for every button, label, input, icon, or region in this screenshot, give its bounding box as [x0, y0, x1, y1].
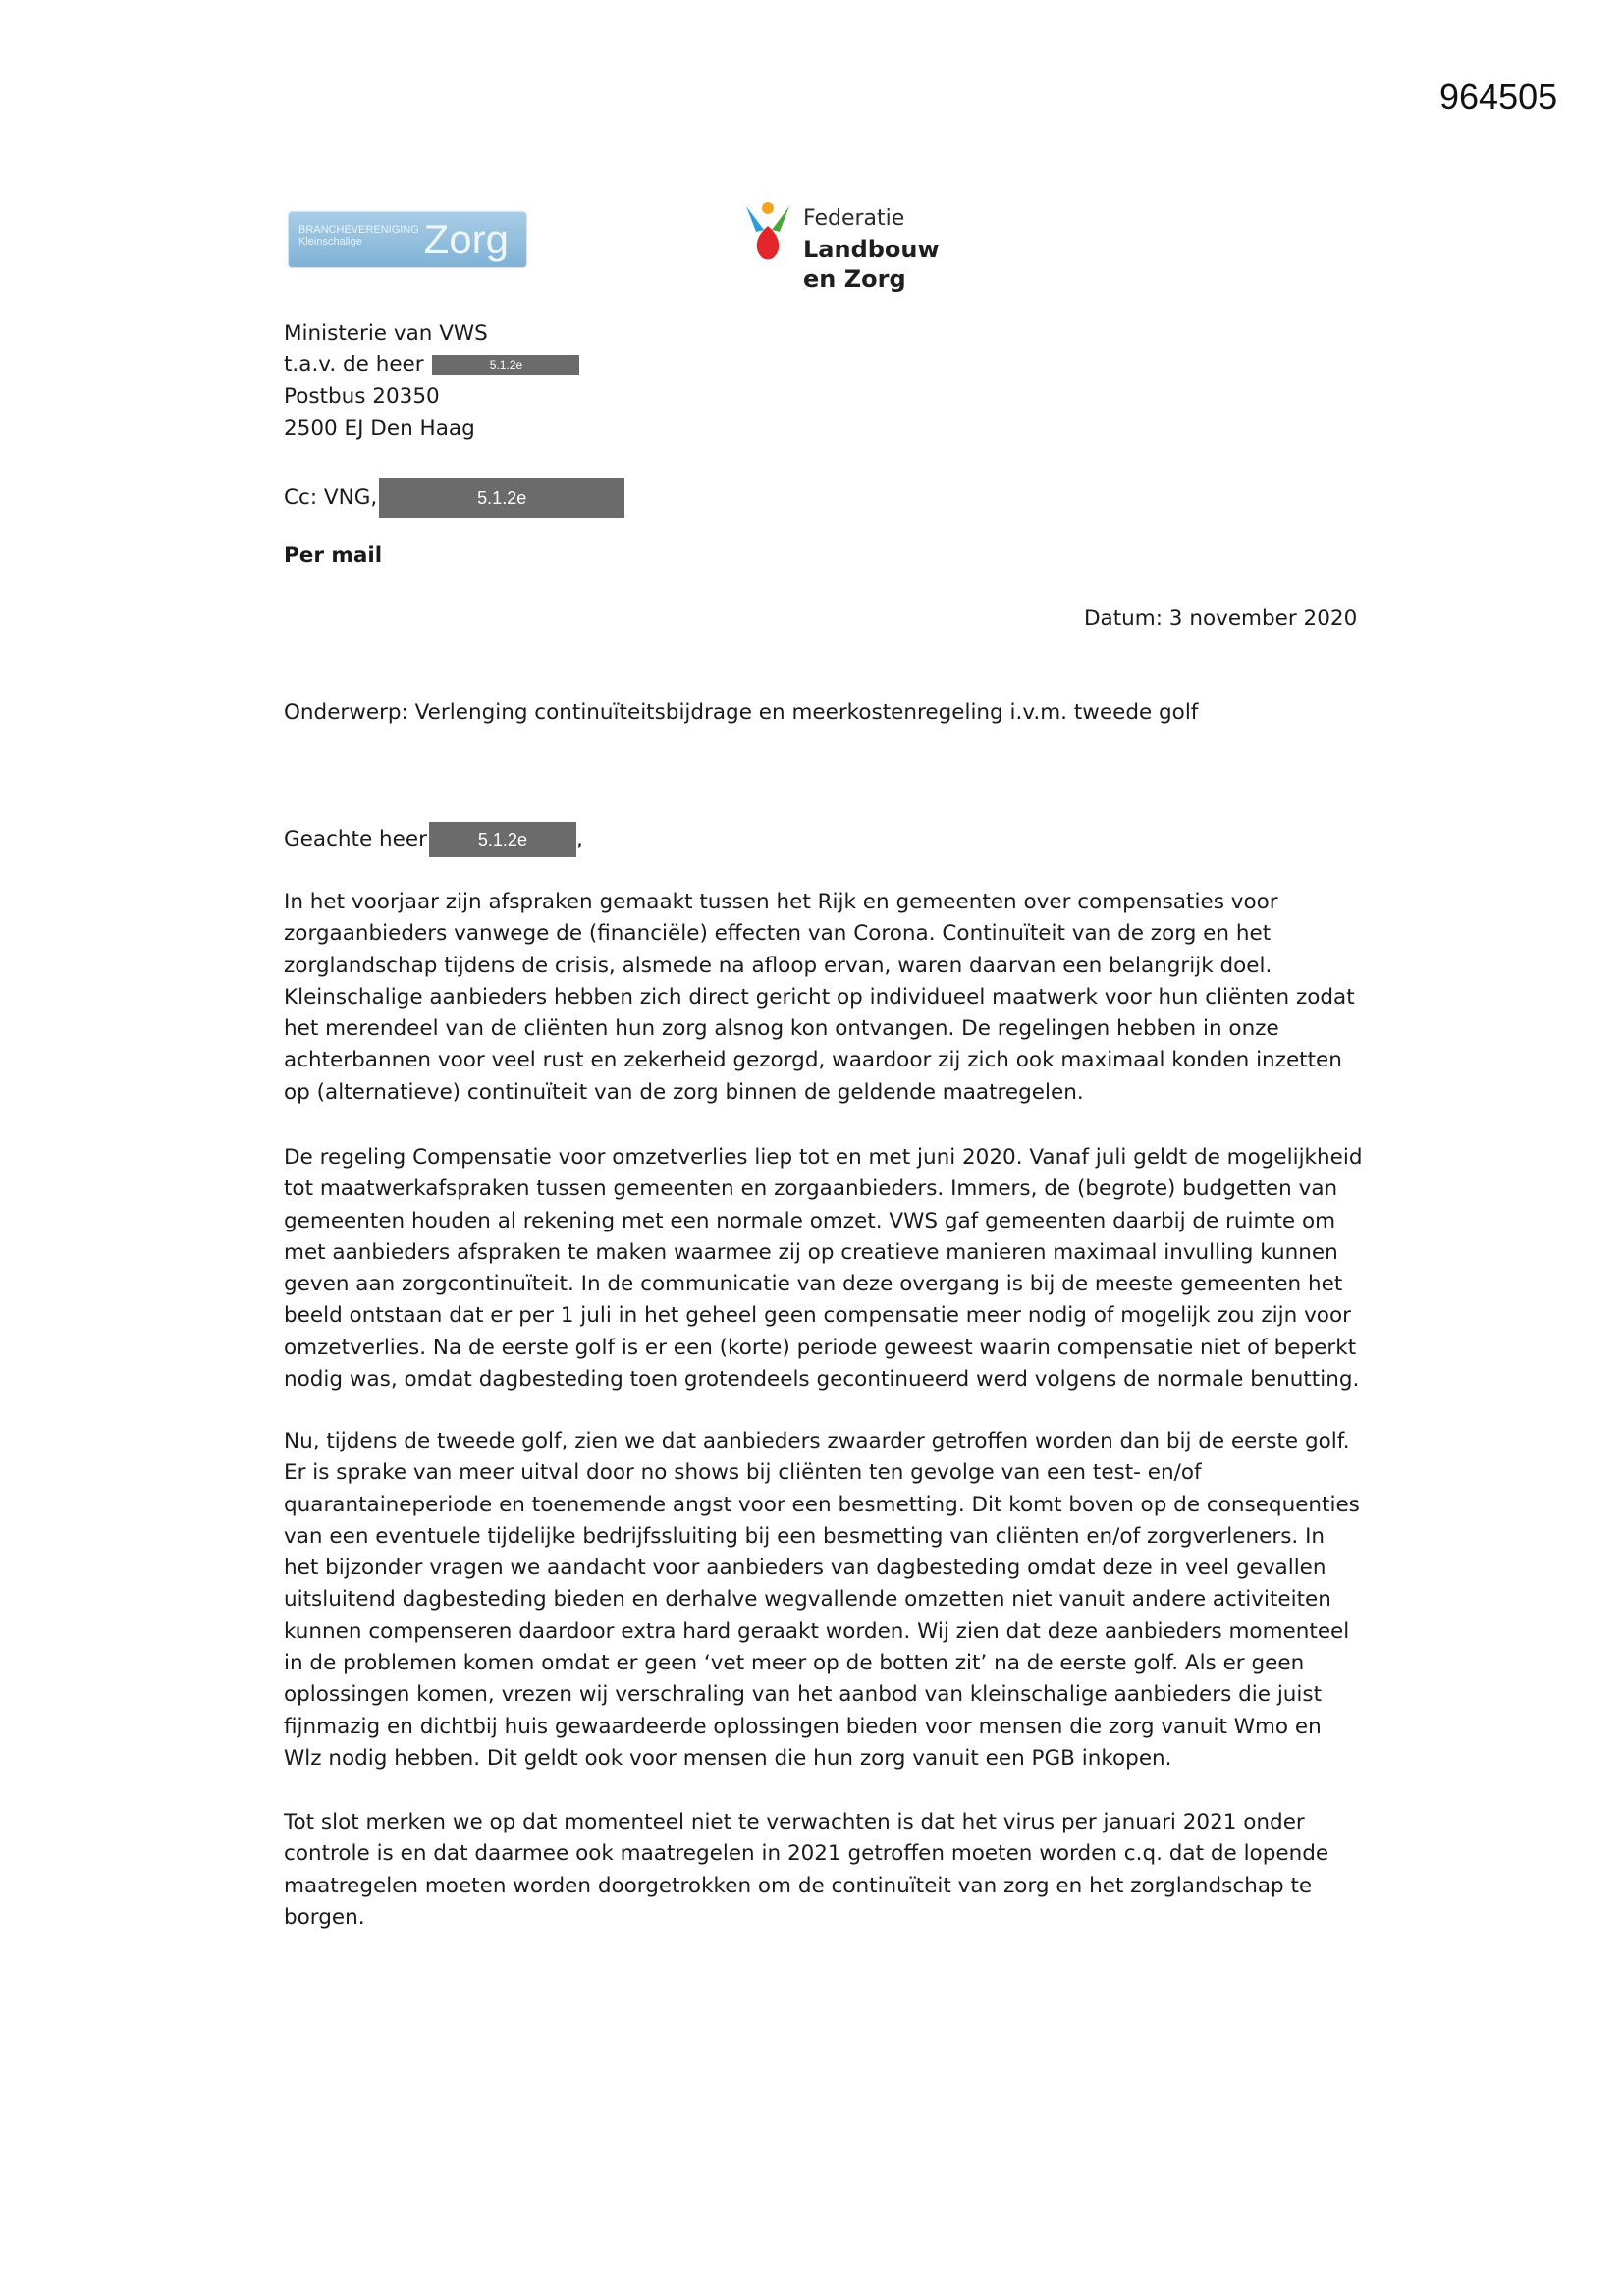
paragraph-3: Nu, tijdens de tweede golf, zien we dat aanbieders zwaarder getroffen worden dan bij de eerste golf. Er is sprake van meer uitval door no shows bij cliënten ten gevolge van een test- en/of quarantaineperiode en toenemende angst voor een besmetting. Dit komt boven op de consequenties van een eventuele tijdelijke bedrijfssluiting bij een besmetting van cliënten en/of zorgverleners. In het bijzonder vragen we aandacht voor aanbieders van dagbesteding omdat deze in veel gevallen uitsluitend dagbesteding bieden en derhalve wegvallende omzetten niet vanuit andere activiteiten kunnen compenseren daardoor extra hard geraakt worden. Wij zien dat deze aanbieders momenteel in de problemen komen omdat er geen ‘vet meer op de botten zit’ na de eerste golf. Als er geen oplossingen komen, vrezen wij verschraling van het aanbod van kleinschalige aanbieders die juist fijnmazig en dichtbij huis gewaardeerde oplossingen bieden voor mensen die zorg vanuit Wmo en Wlz nodig hebben. Dit geldt ook voor mensen die hun zorg vanuit een PGB inkopen. [284, 1429, 1360, 1771]
branchevereniging-logo [289, 212, 526, 267]
federatie-logo [742, 196, 958, 299]
per-mail: Per mail [284, 543, 383, 568]
address-line2 [284, 350, 579, 381]
salutation-prefix: Geachte heer [284, 827, 427, 851]
cc-line [284, 478, 624, 518]
redaction-box: 5.1.2e [379, 478, 624, 518]
address-line3: Postbus 20350 [284, 384, 440, 409]
address-line4: 2500 EJ Den Haag [284, 416, 475, 441]
address-line2-text: t.a.v. de heer [284, 353, 424, 377]
cc-label: Cc: VNG, [284, 485, 378, 510]
salutation-suffix: , [575, 827, 583, 851]
salutation [284, 822, 583, 857]
logo-small-text [298, 224, 419, 247]
address-line1: Ministerie van VWS [284, 321, 488, 346]
document-id: 964505 [1439, 77, 1558, 117]
paragraph-1: In het voorjaar zijn afspraken gemaakt tussen het Rijk en gemeenten over compensaties voor zorgaanbieders vanwege de (financiële) effecten van Corona. Continuïteit van de zorg en het zorglandschap tijdens de crisis, alsmede na afloop ervan, waren daarvan een belangrijk doel. Kleinschalige aanbieders hebben zich direct gericht op individueel maatwerk voor hun cliënten zodat het merendeel van de cliënten hun zorg alsnog kon ontvangen. De regelingen hebben in onze achterbannen voor veel rust en zekerheid gezorgd, waardoor zij zich ook maximaal konden inzetten op (alternatieve) continuïteit van de zorg binnen de geldende maatregelen. [284, 890, 1355, 1105]
flower-person-icon [742, 200, 793, 263]
redaction-box: 5.1.2e [432, 355, 579, 375]
letter-date: Datum: 3 november 2020 [1084, 606, 1358, 630]
logo-small-line1: BRANCHEVERENIGING [298, 224, 419, 236]
logo-line3: en Zorg [803, 265, 906, 293]
letter-subject: Onderwerp: Verlenging continuïteitsbijdrage en meerkostenregeling i.v.m. tweede golf [284, 700, 1199, 725]
redaction-box: 5.1.2e [429, 822, 576, 857]
paragraph-4: Tot slot merken we op dat momenteel niet te verwachten is dat het virus per januari 2021 onder controle is en dat daarmee ook maatregelen in 2021 getroffen moeten worden c.q. dat de lopende maatregelen moeten worden doorgetrokken om de continuïteit van zorg en het zorglandschap te borgen. [284, 1810, 1329, 1930]
logo-line2: Landbouw [803, 236, 940, 263]
paragraph-2: De regeling Compensatie voor omzetverlies liep tot en met juni 2020. Vanaf juli geldt de mogelijkheid tot maatwerkafspraken tussen gemeenten en zorgaanbieders. Immers, de (begrote) budgetten van gemeenten houden al rekening met een normale omzet. VWS gaf gemeenten daarbij de ruimte om met aanbieders afspraken te maken waarmee zij op creatieve manieren maximaal invulling kunnen geven aan zorgcontinuïteit. In de communicatie van deze overgang is bij de meeste gemeenten het beeld ontstaan dat er per 1 juli in het geheel geen compensatie meer nodig of mogelijk zou zijn voor omzetverlies. Na de eerste golf is er een (korte) periode geweest waarin compensatie niet of beperkt nodig was, omdat dagbesteding toen grotendeels gecontinueerd werd volgens de normale benutting. [284, 1145, 1363, 1393]
logo-line1: Federatie [803, 206, 905, 231]
logo-big-text: Zorg [423, 216, 509, 262]
logo-small-line2: Kleinschalige [298, 236, 362, 247]
